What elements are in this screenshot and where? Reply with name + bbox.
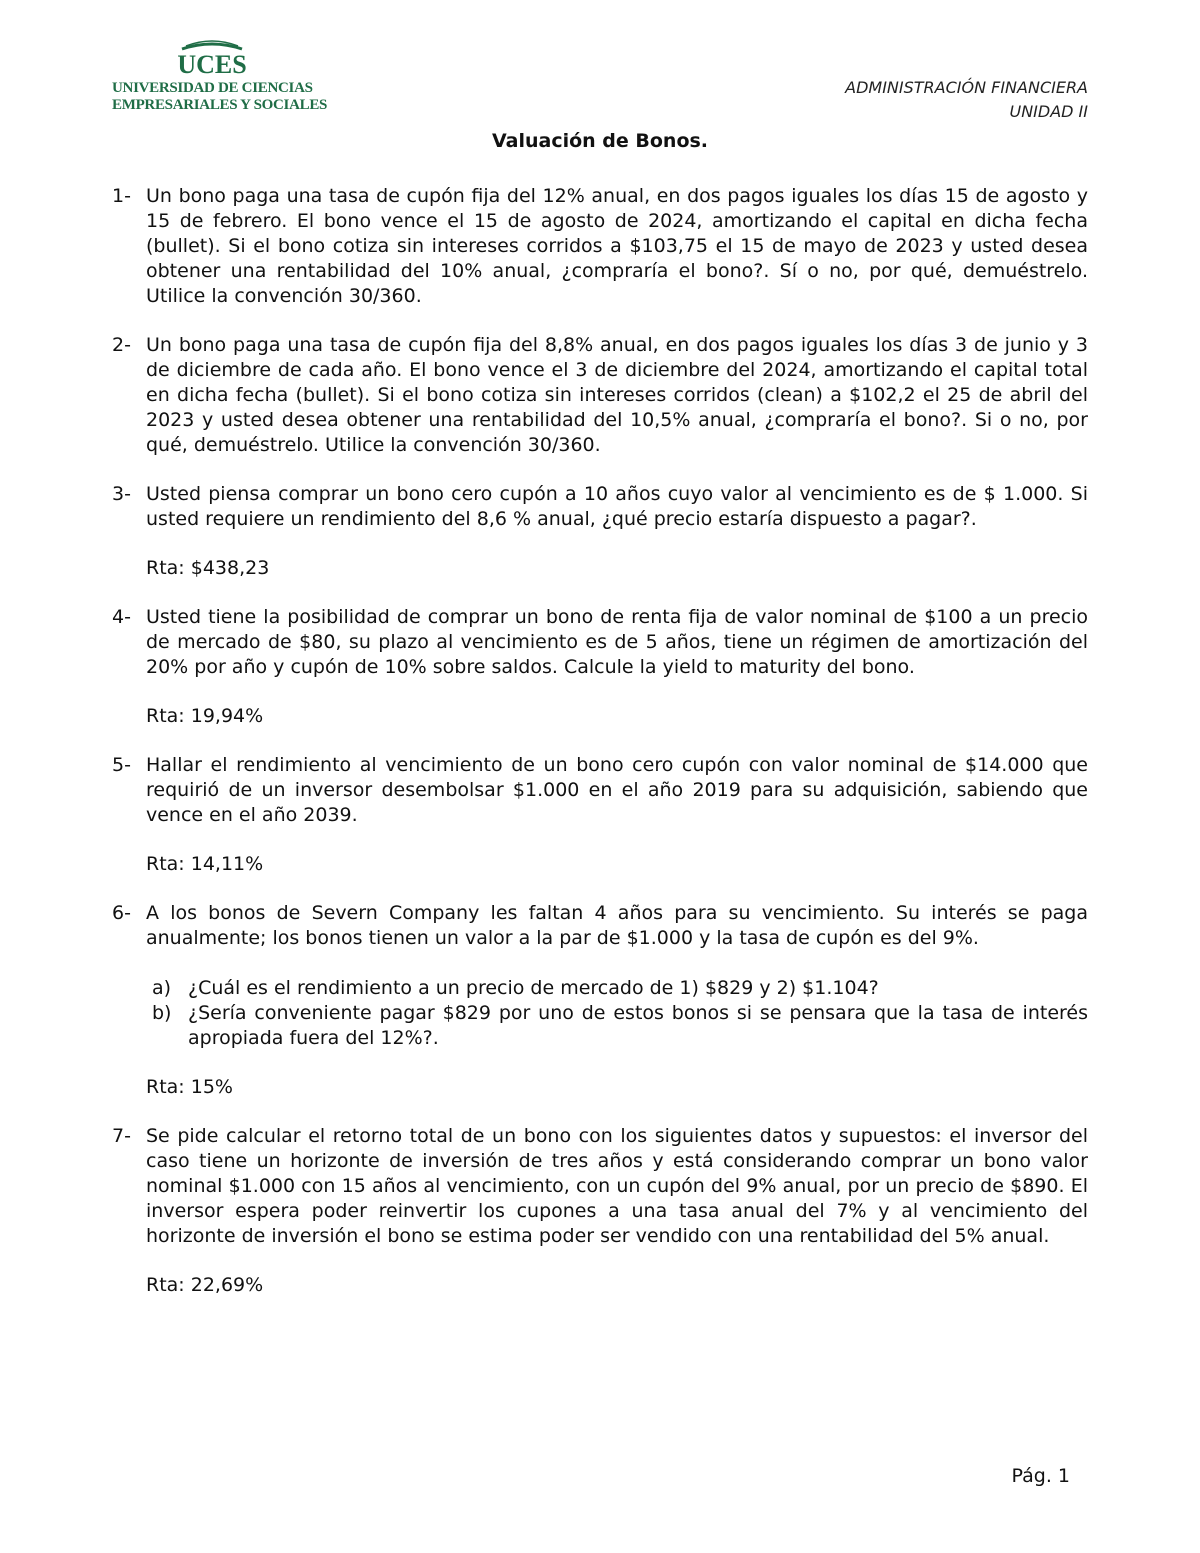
problem-number: 2-	[112, 334, 131, 356]
problem-number: 4-	[112, 606, 131, 628]
subitem-b	[112, 1001, 1088, 1051]
problem-6	[112, 901, 1088, 951]
problem-7	[112, 1124, 1088, 1249]
university-logo	[112, 40, 328, 114]
problem-number: 5-	[112, 754, 131, 776]
subitem-text: ¿Sería conveniente pagar $829 por uno de estos bonos si se pensara que la tasa de interés apropiada fuera del 12%?.	[188, 1002, 1088, 1049]
problem-3	[112, 482, 1088, 532]
problem-2	[112, 333, 1088, 458]
problem-number: 1-	[112, 185, 131, 207]
document-title: Valuación de Bonos.	[491, 130, 709, 152]
problem-text: Usted piensa comprar un bono cero cupón a 10 años cuyo valor al vencimiento es de $ 1.000. Si usted requiere un rendimiento del 8,6 % anual, ¿qué precio estaría dispuesto a pagar?.	[146, 483, 1088, 530]
subitem-text: ¿Cuál es el rendimiento a un precio de mercado de 1) $829 y 2) $1.104?	[188, 977, 879, 999]
problem-4	[112, 605, 1088, 680]
subitem-a	[112, 976, 1088, 1001]
page-number: Pág. 1	[1011, 1465, 1070, 1487]
problem-text: Un bono paga una tasa de cupón fija del 8,8% anual, en dos pagos iguales los días 3 de junio y 3 de diciembre de cada año. El bono vence el 3 de diciembre del 2024, amortizando el capital total en dicha fecha (bullet). Si el bono cotiza sin intereses corridos (clean) a $102,2 el 25 de abril del 2023 y usted desea obtener una rentabilidad del 10,5% anual, ¿compraría el bono?. Si o no, por qué, demuéstrelo. Utilice la convención 30/360.	[146, 334, 1088, 456]
subitem-letter: b)	[152, 1002, 172, 1024]
problem-1	[112, 184, 1088, 309]
logo-line-2: EMPRESARIALES Y SOCIALES	[112, 97, 328, 113]
problem-text: Usted tiene la posibilidad de comprar un bono de renta fija de valor nominal de $100 a un precio de mercado de $80, su plazo al vencimiento es de 5 años, tiene un régimen de amortización del 20% por año y cupón de 10% sobre saldos. Calcule la yield to maturity del bono.	[146, 606, 1088, 678]
problem-list	[112, 184, 1088, 1322]
answer-7: Rta: 22,69%	[146, 1274, 264, 1296]
course-header	[845, 76, 1088, 124]
answer-3: Rta: $438,23	[146, 557, 270, 579]
uces-logo-mark-icon	[174, 40, 250, 80]
course-name: ADMINISTRACIÓN FINANCIERA	[845, 78, 1088, 97]
subitem-letter: a)	[152, 977, 172, 999]
problem-text: Hallar el rendimiento al vencimiento de un bono cero cupón con valor nominal de $14.000 que requirió de un inversor desembolsar $1.000 en el año 2019 para su adquisición, sabiendo que vence en el año 2039.	[146, 754, 1088, 826]
answer-6: Rta: 15%	[146, 1076, 233, 1098]
problem-number: 6-	[112, 902, 131, 924]
problem-6-subitems	[112, 976, 1088, 1051]
problem-5	[112, 753, 1088, 828]
problem-text: Un bono paga una tasa de cupón fija del 12% anual, en dos pagos iguales los días 15 de agosto y 15 de febrero. El bono vence el 15 de agosto de 2024, amortizando el capital en dicha fecha (bullet). Si el bono cotiza sin intereses corridos a $103,75 el 15 de mayo de 2023 y usted desea obtener una rentabilidad del 10% anual, ¿compraría el bono?. Sí o no, por qué, demuéstrelo. Utilice la convención 30/360.	[146, 185, 1088, 307]
problem-text: A los bonos de Severn Company les faltan 4 años para su vencimiento. Su interés se paga anualmente; los bonos tienen un valor a la par de $1.000 y la tasa de cupón es del 9%.	[146, 902, 1088, 949]
answer-4: Rta: 19,94%	[146, 705, 264, 727]
problem-text: Se pide calcular el retorno total de un bono con los siguientes datos y supuestos: el inversor del caso tiene un horizonte de inversión de tres años y está considerando comprar un bono valor nominal $1.000 con 15 años al vencimiento, con un cupón del 9% anual, por un precio de $890. El inversor espera poder reinvertir los cupones a una tasa anual del 7% y al vencimiento del horizonte de inversión el bono se estima poder ser vendido con una rentabilidad del 5% anual.	[146, 1125, 1088, 1247]
problem-number: 3-	[112, 483, 131, 505]
answer-5: Rta: 14,11%	[146, 853, 264, 875]
svg-text:UCES: UCES	[177, 50, 247, 79]
unit-name: UNIDAD II	[1009, 102, 1088, 121]
logo-line-1: UNIVERSIDAD DE CIENCIAS	[112, 80, 313, 96]
problem-number: 7-	[112, 1125, 131, 1147]
